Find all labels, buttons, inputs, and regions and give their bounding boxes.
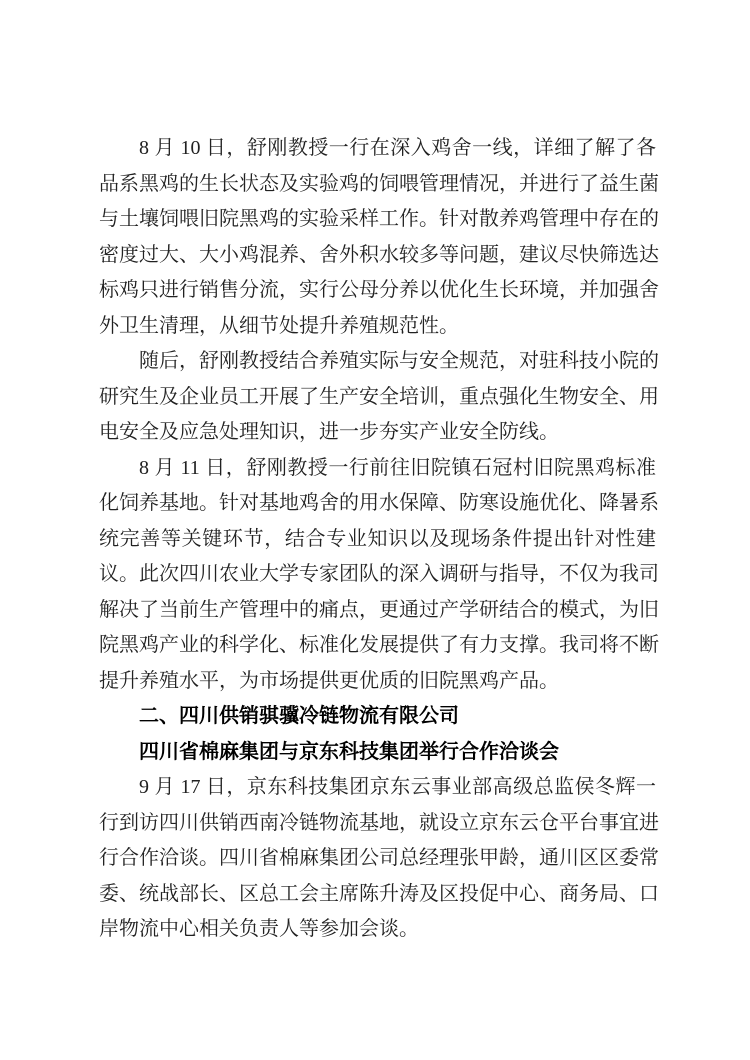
text-line: 电安全及应急处理知识，进一步夯实产业安全防线。: [99, 421, 559, 443]
text-line: 8 月 10 日，舒刚教授一行在深入鸡舍一线，详细了解了各: [139, 137, 656, 159]
text-line: 标鸡只进行销售分流，实行公母分养以优化生长环境，并加强舍: [99, 279, 659, 301]
paragraph-research-summary: [99, 557, 659, 699]
paragraph-chicken-coop-visit: [99, 131, 659, 344]
text-line: 岸物流中心相关负责人等参加会谈。: [99, 918, 419, 940]
text-line: 9 月 17 日，京东科技集团京东云事业部高级总监侯冬辉一: [139, 776, 656, 798]
text-line: 密度过大、大小鸡混养、舍外积水较多等问题，建议尽快筛选达: [99, 243, 659, 266]
text-line: 8 月 11 日，舒刚教授一行前往旧院镇石冠村旧院黑鸡标准: [139, 456, 656, 479]
text-line: 委、统战部长、区总工会主席陈升涛及区投促中心、商务局、口: [99, 882, 659, 905]
text-line: 研究生及企业员工开展了生产安全培训，重点强化生物安全、用: [99, 385, 659, 408]
text-line: 随后，舒刚教授结合养殖实际与安全规范，对驻科技小院的: [139, 350, 659, 372]
text-line: 提升养殖水平，为市场提供更优质的旧院黑鸡产品。: [99, 669, 559, 692]
text-line: 二、四川供销骐骥冷链物流有限公司: [139, 705, 459, 727]
text-line: 解决了当前生产管理中的痛点，更通过产学研结合的模式，为旧: [99, 598, 659, 621]
paragraph-safety-training: [99, 344, 659, 451]
section-heading-company: [99, 699, 656, 735]
text-line: 行合作洽谈。四川省棉麻集团公司总经理张甲龄，通川区区委常: [99, 847, 659, 869]
text-line: 四川省棉麻集团与京东科技集团举行合作洽谈会: [139, 740, 559, 763]
document-content: [99, 131, 659, 948]
text-line: 院黑鸡产业的科学化、标准化发展提供了有力支撑。我司将不断: [99, 634, 659, 656]
text-line: 外卫生清理，从细节处提升养殖规范性。: [99, 314, 459, 337]
subsection-heading-meeting: [99, 735, 656, 771]
text-line: 行到访四川供销西南冷链物流基地，就设立京东云仓平台事宜进: [99, 811, 659, 834]
paragraph-jd-meeting: [99, 770, 659, 948]
text-line: 此次四川农业大学专家团队的深入调研与指导，不仅为我司: [139, 563, 659, 585]
text-line: 与土壤饲喂旧院黑鸡的实验采样工作。针对散养鸡管理中存在的: [99, 208, 659, 230]
text-line: 品系黑鸡的生长状态及实验鸡的饲喂管理情况，并进行了益生菌: [99, 172, 659, 195]
text-line: 化饲养基地。针对基地鸡舍的用水保障、防寒设施优化、降暑系: [99, 492, 659, 514]
text-line: 统完善等关键环节，结合专业知识以及现场条件提出针对性建议。: [99, 527, 656, 585]
